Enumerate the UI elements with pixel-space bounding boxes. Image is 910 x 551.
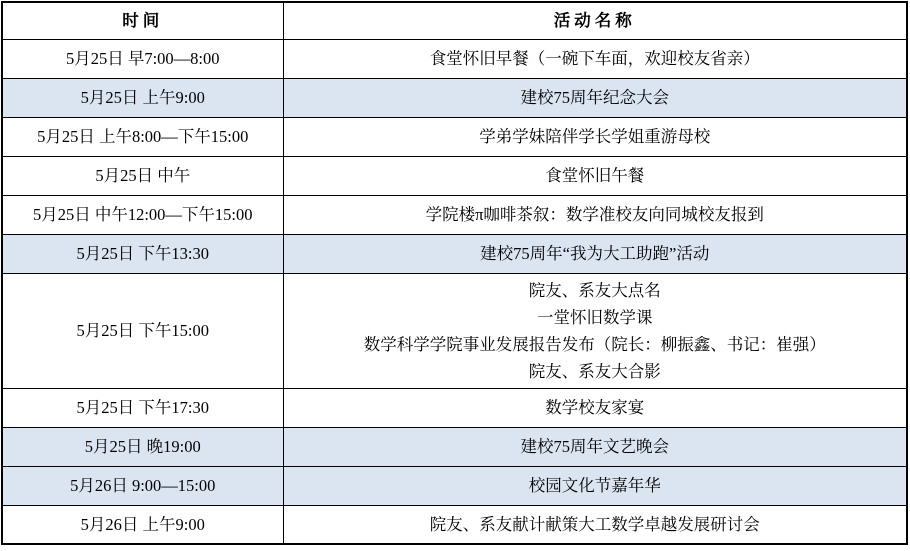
table-row: [2, 388, 907, 427]
table-row: [2, 427, 907, 466]
activity-line: 建校75周年“我为大工助跑”活动: [480, 244, 710, 263]
time-column-header: 时间: [2, 2, 283, 39]
time-cell: 5月26日 9:00—15:00: [2, 466, 283, 505]
activity-cell: [283, 273, 907, 388]
activity-line: 院友、系友献计献策大工数学卓越发展研讨会: [429, 514, 760, 534]
activity-cell: [283, 156, 907, 195]
activity-line: 院友、系友大点名: [528, 280, 661, 300]
table-row: [2, 195, 907, 234]
activity-cell: [283, 466, 907, 505]
time-cell: 5月25日 中午12:00—下午15:00: [2, 195, 283, 234]
activity-line: 食堂怀旧早餐（一碗下车面，欢迎校友省亲）: [429, 49, 760, 68]
schedule-table-body: [2, 39, 907, 544]
activity-cell: [283, 39, 907, 78]
time-cell: 5月25日 下午13:30: [2, 234, 283, 273]
activity-cell: [283, 78, 907, 117]
table-row: [2, 234, 907, 273]
activity-line: 数学校友家宴: [545, 398, 645, 417]
activity-cell: [283, 117, 907, 156]
time-cell: 5月25日 下午17:30: [2, 388, 283, 427]
activity-line: 学弟学妹陪伴学长学姐重游母校: [479, 127, 711, 146]
table-row: [2, 505, 907, 544]
activity-line: 一堂怀旧数学课: [537, 307, 653, 327]
activity-line: 食堂怀旧午餐: [545, 166, 645, 185]
activity-cell: [283, 505, 907, 544]
time-cell: 5月25日 晚19:00: [2, 427, 283, 466]
time-cell: 5月25日 早7:00—8:00: [2, 39, 283, 78]
header-row: [2, 2, 907, 39]
activity-cell: [283, 195, 907, 234]
table-row: [2, 156, 907, 195]
table-row: [2, 273, 907, 388]
table-row: [2, 78, 907, 117]
activity-line: 数学科学学院事业发展报告发布（院长：柳振鑫、书记：崔强）: [363, 334, 826, 354]
activity-line: 建校75周年纪念大会: [520, 88, 669, 107]
activity-cell: [283, 427, 907, 466]
time-cell: 5月26日 上午9:00: [2, 505, 283, 544]
schedule-table-header: [2, 2, 907, 39]
table-row: [2, 117, 907, 156]
event-schedule-table: [1, 1, 908, 545]
time-cell: 5月25日 上午8:00—下午15:00: [2, 117, 283, 156]
time-cell: 5月25日 上午9:00: [2, 78, 283, 117]
activity-column-header: 活动名称: [283, 2, 907, 39]
table-row: [2, 39, 907, 78]
activity-line: 校园文化节嘉年华: [528, 476, 661, 495]
activity-cell: [283, 234, 907, 273]
activity-line: 学院楼π咖啡茶叙：数学准校友向同城校友报到: [425, 205, 764, 224]
table-row: [2, 466, 907, 505]
activity-line: 建校75周年文艺晚会: [520, 437, 669, 456]
activity-line: 院友、系友大合影: [528, 361, 661, 381]
activity-cell: [283, 388, 907, 427]
time-cell: 5月25日 中午: [2, 156, 283, 195]
time-cell: 5月25日 下午15:00: [2, 273, 283, 388]
